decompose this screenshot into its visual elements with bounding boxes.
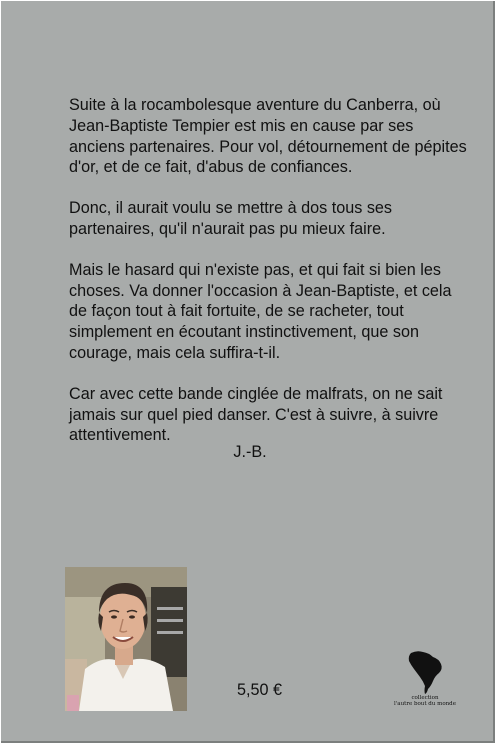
publisher-line-1: collection [411, 695, 439, 701]
blurb-paragraph-4: Car avec cette bande cinglée de malfrats, on ne sait jamais sur quel pied danser. C'est à suivre, à suivre attentivement. [69, 384, 443, 445]
blurb-paragraph-3: Mais le hasard qui n'existe pas, et qui fait si bien les choses. Va donner l'occasion à Jean-Baptiste, et cela de façon tout à fait fortuite, de se racheter, tout simplement en écoutant instinctivement, que son courage, mais cela suffira-t-il. [69, 260, 452, 362]
blurb-paragraph-1: Suite à la rocambolesque aventure du Canberra, où Jean-Baptiste Tempier est mis en cause par ses anciens partenaires. Pour vol, détournement de pépites d'or, et de ce fait, d'abus de confiances. [69, 96, 467, 177]
publisher-line-2: l'autre bout du monde [394, 701, 456, 707]
price-label: 5,50 € [237, 681, 283, 699]
back-cover-blurb [69, 95, 469, 466]
blurb-paragraph-2: Donc, il aurait voulu se mettre à dos tous ses partenaires, qu'il n'aurait pas pu mieux faire. [69, 199, 393, 238]
author-portrait [65, 567, 187, 711]
publisher-caption [387, 695, 463, 707]
author-signature: J.-B. [233, 443, 267, 461]
back-cover [1, 1, 495, 743]
publisher-logo [387, 649, 463, 709]
south-america-map-icon [387, 649, 463, 695]
